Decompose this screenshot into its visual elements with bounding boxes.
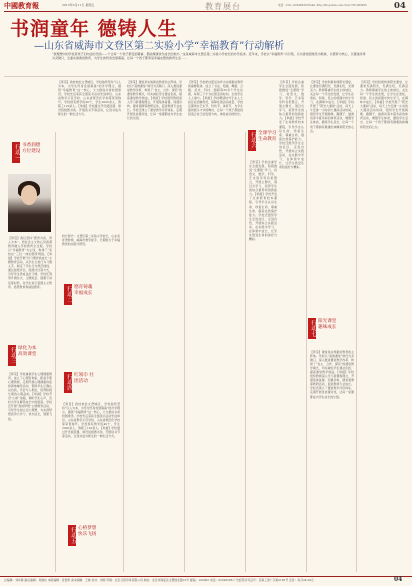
section-tag: 行动四 bbox=[66, 374, 72, 391]
section-header bbox=[68, 525, 98, 551]
article-text: 【背景】学校把社团活动作为实施素质教育的重要载体，成立了书法、绘画、舞蹈、合唱、武术、科技、围棋等30多个学生社团，每周三下午为社团活动时间，全校学生人人参与。【举措】学校聘请校外专业人士担任社团辅导员，保障社团活动质量。学校定期举办艺术节、科技节、体育节，为学生提供展示才华的舞台，让每一个孩子都能找到适合自己的发展方向，体验成功的快乐。 bbox=[188, 80, 243, 117]
section-title: 书香润德 方位建设 bbox=[22, 143, 41, 154]
section-tag: 行动五 bbox=[70, 527, 76, 544]
article-text: 【背景】我校地处文登城区，学校始终坚持“以人为本，为学生终身发展奠基”的办学理念，围绕“幸福教育”这一核心，大力推进书香校园建设。学校先后荣获全国读书活动先进单位、山东省教学示范学校、山东省规范化学校等荣誉称号。学校现有教学班40个，学生2000余人，教职工120余人。【举措】学校通过开设阅读课、建设班级图书角、开展读书节等活动，让读书成为师生的一种生活方式。 bbox=[62, 402, 120, 439]
article-text: 【背景】学校注重学生全面发展，积极推进“全课程”学习，将语文、数学、科学、艺术等学科有机整合，开展主题式、项目式学习，培养学生的综合素养和创新能力。【举措】学校开发了生命教育校本课程，引导学生认识生命、珍爱生命、尊重生命，提高自我保护能力。学校还组织学生走进社区、走进自然，开展综合实践活动，在实践中学习，在体验中成长，让学生感受生命的美好与精彩。 bbox=[279, 80, 304, 169]
footer-imprint: 总编辑：刘华蓉 副总编辑：肖继东 本版编辑：张贵勇 美术编辑：王晓 校对：刘婷 印刷：北京日报印务有限公司 地址：北京市海淀区文慧园北路10号 邮编：100082 电话：82296588 广告经营许可证号：京海工商广字第0185号 定价：每月24.00元 bbox=[4, 577, 314, 582]
section-tag: 行动六 bbox=[250, 132, 256, 149]
section-name: 教育展台 bbox=[205, 2, 241, 11]
column-divider bbox=[306, 110, 307, 572]
section-title: 红领巾 社团活动 bbox=[74, 373, 94, 384]
intro-divider bbox=[4, 76, 408, 77]
section-tag: 行动三 bbox=[10, 347, 16, 364]
article-text: 【背景】我们坚持“德育为首、育人为本”，把社会主义核心价值观教育融入学校教育全过程。学校以“幸福教育”为主线，构建了“家校社”三位一体的德育网络。【举措】学校开展“好习惯伴我成长”主题教育活动，从学生日常行为习惯入手，制定了学生行为规范细则，通过星级评比、班级评比等方式，引导学生养成良好习惯。学校还利用升旗仪式、主题班会、国旗下讲话等时机，对学生进行爱国主义教育、感恩教育和诚信教育。 bbox=[8, 236, 52, 289]
section-title: 绿化为本 高效课堂 bbox=[18, 346, 37, 357]
article-text: 【背景】我校地处文登城区，学校始终坚持“以人为本，为学生终身发展奠基”的办学理念，围绕“幸福教育”这一核心，大力推进书香校园建设。学校先后荣获全国读书活动先进单位、山东省教学示范学校、山东省规范化学校等荣誉称号。学校现有教学班40个，学生2000余人，教职工120余人。【举措】学校通过开设阅读课、建设班级图书角、开展读书节等活动，让读书成为师生的一种生活方式。 bbox=[58, 80, 121, 117]
article-text: 【背景】学校重视学生心理健康教育，成立了心理咨询室，配备专职心理教师，定期开展心理健康讲座和团体辅导活动，帮助学生正确认识自我，学会与人相处，培养积极乐观的心理品质。【举措】学校开设“心桥”信箱，倾听学生心声，及时为学生解答成长中的困惑。学校还开展“我的梦想”主题教育活动，引导学生树立远大理想，为实现梦想而努力学习，快乐成长，展翅飞扬。 bbox=[8, 372, 52, 421]
column-divider bbox=[356, 110, 357, 572]
photo-caption: 校长简介：文登区第二实验小学校长，山东省优秀教师，威海市教学能手，长期致力于幸福教育的实践与研究。 bbox=[62, 234, 120, 247]
column-divider bbox=[55, 132, 56, 572]
issue-date: 2013年3月11日 星期五 bbox=[62, 2, 95, 7]
section-title: 全课学习 生命教育 bbox=[258, 131, 277, 142]
section-title: 德育铸魂 幸福成长 bbox=[74, 285, 93, 296]
headline-title: 书润童年 德铸人生 bbox=[10, 18, 178, 40]
section-title: 阳光课堂 趣味成长 bbox=[318, 319, 337, 330]
headline-subtitle: —山东省威海市文登区第二实验小学“幸福教育”行动解析 bbox=[34, 41, 285, 52]
footer-page-number: 04 bbox=[394, 576, 403, 583]
principal-photo bbox=[8, 174, 51, 232]
section-header bbox=[308, 318, 338, 344]
article-text: 【背景】学校注重学生全面发展，积极推进“全课程”学习，将语文、数学、科学、艺术等学科有机整合，开展主题式、项目式学习，培养学生的综合素养和创新能力。【举措】学校开发了生命教育校本课程，引导学生认识生命、珍爱生命、尊重生命，提高自我保护能力。学校还组织学生走进社区、走进自然，开展综合实践活动，在实践中学习，在体验中成长，让学生感受生命的美好与精彩。 bbox=[249, 160, 277, 241]
section-tag: 行动一 bbox=[14, 144, 20, 161]
article-text: 【背景】课堂是实施素质教育的主阵地。学校以“高效课堂”建设为突破口，深入推进课堂教学改革，构建了“自主、合作、探究”的课堂教学模式，切实减轻学生课业负担，提高课堂教学效益。【举措】学校组织教师深入学习新课程理念，开展集体备课、同课异构、课堂观摩等教研活动，促进教师专业成长。学校还建立了课堂教学评价体系，定期开展优质课评选，让每一堂课都成为学生成长的乐园。 bbox=[127, 80, 182, 121]
column-divider bbox=[123, 132, 124, 572]
section-header bbox=[248, 130, 278, 156]
section-tag: 行动二 bbox=[66, 286, 72, 303]
column-divider bbox=[245, 132, 246, 572]
article-text: 【背景】课堂是实施素质教育的主阵地。学校以“高效课堂”建设为突破口，深入推进课堂教学改革，构建了“自主、合作、探究”的课堂教学模式，切实减轻学生课业负担，提高课堂教学效益。【举措】学校组织教师深入学习新课程理念，开展集体备课、同课异构、课堂观摩等教研活动，促进教师专业成长。学校还建立了课堂教学评价体系，定期开展优质课评选，让每一堂课都成为学生成长的乐园。 bbox=[310, 350, 354, 399]
section-header bbox=[12, 142, 42, 168]
intro-paragraph: “我理想中的学校是孩子们向往的乐园——个让每一个孩子都受到尊重、都能健康快乐成长的地方。”这是威海市文登区第二实验小学校长的办学追求。近年来，学校以“幸福教育”为引领，以书香校园建设为载体，以德育为核心，以课堂改革为突破口，全面实施素质教育，为学生的终身发展奠基，让每一个孩子都享受幸福完整的教育生活…… bbox=[52, 52, 366, 61]
top-rule bbox=[4, 11, 408, 12]
newspaper-logo: 中國教育報 bbox=[4, 1, 39, 10]
section-header bbox=[8, 345, 38, 371]
article-text: 【背景】学校积极构建阳光课堂，让课堂充满阳光，充满生机，充满活力。教师尊重学生的主体地位，关注每一个学生的发展，让学生在宽松、和谐、民主的氛围中快乐学习，在趣味中成长。【举措】学校开展了“阳光大课间”活动，每天上午安排一小时的大课间活动时间，组织学生开展跳绳、踢毽子、做游戏等丰富多彩的体育活动，增强学生体质，磨练学生意志，让每一个孩子都拥有健康的体魄和阳光的心态。 bbox=[310, 80, 354, 133]
contact-info: 电话：010—82296839 Email: http://blog.sina.com.cn/u/1701939935 bbox=[278, 4, 367, 7]
column-divider bbox=[184, 132, 185, 572]
page-number: 04 bbox=[394, 0, 406, 11]
article-text: 【背景】学校积极构建阳光课堂，让课堂充满阳光，充满生机，充满活力。教师尊重学生的主体地位，关注每一个学生的发展，让学生在宽松、和谐、民主的氛围中快乐学习，在趣味中成长。【举措】学校开展了“阳光大课间”活动，每天上午安排一小时的大课间活动时间，组织学生开展跳绳、踢毽子、做游戏等丰富多彩的体育活动，增强学生体质，磨练学生意志，让每一个孩子都拥有健康的体魄和阳光的心态。 bbox=[360, 80, 408, 129]
section-tag: 行动七 bbox=[310, 320, 316, 337]
section-header bbox=[64, 372, 94, 398]
section-title: 心桥梦想 快乐飞扬 bbox=[78, 526, 97, 537]
section-header bbox=[64, 284, 94, 310]
